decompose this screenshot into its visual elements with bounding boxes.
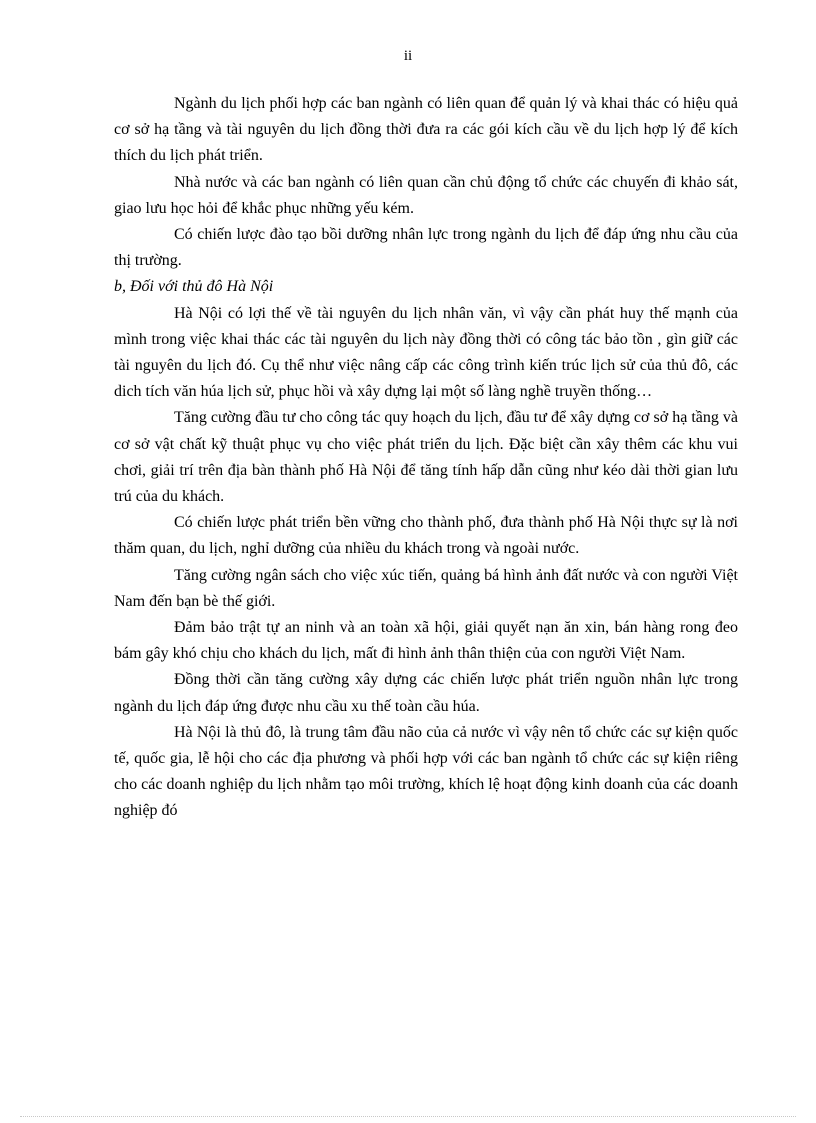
- page-number: ii: [403, 48, 413, 64]
- section-heading-hanoi: b, Đối với thủ đô Hà Nội: [114, 278, 274, 296]
- paragraph-workforce-training: Có chiến lược đào tạo bồi dưỡng nhân lực trong ngành du lịch để đáp ứng nhu cầu của thị trường.: [114, 226, 738, 270]
- document-body: [114, 91, 738, 825]
- paragraph-state-survey-trips: Nhà nước và các ban ngành có liên quan cần chủ động tổ chức các chuyến đi khảo sát, giao lưu học hỏi để khắc phục những yếu kém.: [114, 173, 738, 217]
- paragraph-sustainable-strategy: Có chiến lược phát triển bền vững cho thành phố, đưa thành phố Hà Nội thực sự là nơi thăm quan, du lịch, nghỉ dưỡng của nhiều du khách trong và ngoài nước.: [114, 514, 738, 558]
- paragraph-human-resources: Đồng thời cần tăng cường xây dựng các chiến lược phát triển nguồn nhân lực trong ngành du lịch đáp ứng được nhu cầu xu thế toàn cầu húa.: [114, 671, 738, 715]
- paragraph-security-order: Đảm bảo trật tự an ninh và an toàn xã hội, giải quyết nạn ăn xin, bán hàng rong đeo bám gây khó chịu cho khách du lịch, mất đi hình ảnh thân thiện của con người Việt Nam.: [114, 619, 738, 663]
- page-bottom-border: [20, 1116, 796, 1117]
- paragraph-tourism-coordination: Ngành du lịch phối hợp các ban ngành có liên quan để quản lý và khai thác có hiệu quả cơ sở hạ tầng và tài nguyên du lịch đồng thời đưa ra các gói kích cầu về du lịch hợp lý để kích thích du lịch phát triển.: [114, 95, 738, 165]
- paragraph-infrastructure-investment: Tăng cường đầu tư cho công tác quy hoạch du lịch, đầu tư để xây dựng cơ sở hạ tầng và cơ sở vật chất kỹ thuật phục vụ cho việc phát triển du lịch. Đặc biệt cần xây thêm các khu vui chơi, giải trí trên địa bàn thành phố Hà Nội để tăng tính hấp dẫn cũng như kéo dài thời gian lưu trú của du khách.: [114, 409, 738, 506]
- paragraph-hanoi-cultural-resources: Hà Nội có lợi thế về tài nguyên du lịch nhân văn, vì vậy cần phát huy thế mạnh của mình trong việc khai thác các tài nguyên du lịch này đồng thời có công tác bảo tồn , gìn giữ các tài nguyên du lịch đó. Cụ thể như việc nâng cấp các công trình kiến trúc lịch sử của thủ đô, các dich tích văn húa lịch sử, phục hồi và xây dựng lại một số làng nghề truyền thống…: [114, 304, 738, 401]
- paragraph-events-capital: Hà Nội là thủ đô, là trung tâm đầu não của cả nước vì vậy nên tổ chức các sự kiện quốc tế, quốc gia, lễ hội cho các địa phương và phối hợp với các ban ngành tổ chức các sự kiện riêng cho các doanh nghiệp du lịch nhằm tạo môi trường, khích lệ hoạt động kinh doanh của các doanh nghiệp đó: [114, 723, 738, 820]
- paragraph-promotion-budget: Tăng cường ngân sách cho việc xúc tiến, quảng bá hình ảnh đất nước và con người Việt Nam đến bạn bè thế giới.: [114, 566, 738, 610]
